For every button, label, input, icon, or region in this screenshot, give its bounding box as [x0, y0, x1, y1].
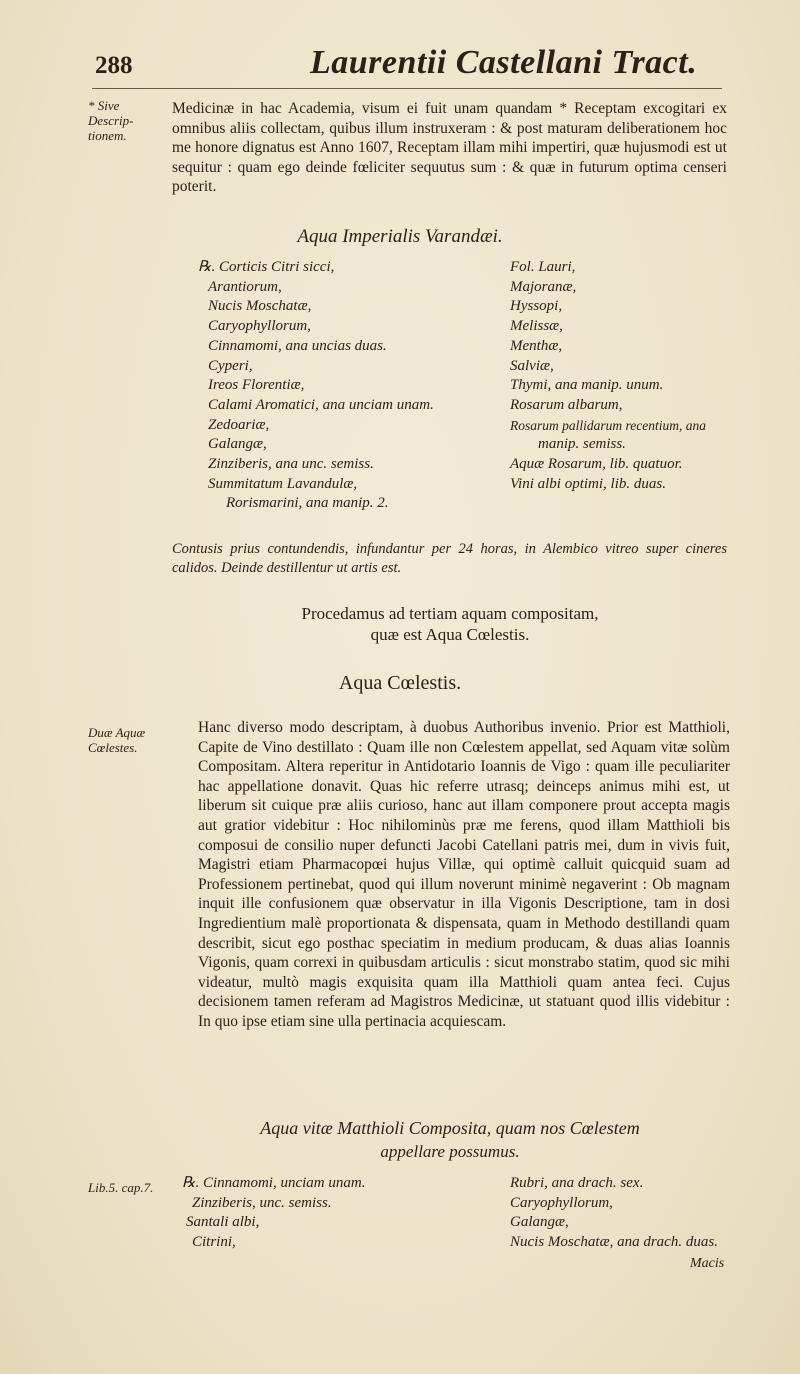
ingredient: manip. semiss.	[538, 436, 626, 453]
ingredient: ℞. Corticis Citri sicci,	[198, 259, 335, 275]
ingredient: Rosarum albarum,	[510, 396, 623, 413]
ingredient: Caryophyllorum,	[510, 1194, 613, 1211]
recipe2-left-column	[182, 1174, 492, 1253]
ingredient: Ireos Florentiæ,	[208, 377, 305, 394]
transition-line-1: Procedamus ad tertiam aquam compositam,	[301, 604, 599, 623]
transition-line-2: quæ est Aqua Cœlestis.	[370, 625, 530, 644]
ingredient: Nucis Moschatæ,	[208, 298, 312, 315]
ingredient: Calami Aromatici, ana unciam unam.	[208, 396, 434, 413]
ingredient: Zinziberis, ana unc. semiss.	[208, 456, 374, 473]
ingredient: Salviæ,	[510, 357, 554, 374]
ingredient: Cinnamomi, ana uncias duas.	[208, 337, 387, 354]
recipe1-left-column	[198, 258, 508, 514]
ingredient: Rosarum pallidarum recentium, ana	[510, 417, 706, 433]
margin-note-two-waters: Duæ Aquæ Cœlestes.	[88, 725, 146, 755]
recipe1-right-column	[510, 258, 740, 494]
recipe2-right-column	[510, 1174, 750, 1253]
ingredient: Majoranæ,	[510, 278, 577, 295]
main-paragraph	[198, 718, 730, 1032]
running-title: Laurentii Castellani Tract.	[310, 44, 698, 81]
ingredient: Fol. Lauri,	[510, 259, 576, 275]
ingredient: Galangæ,	[510, 1214, 569, 1231]
heading-aqua-vitae-line-1: Aqua vitæ Matthioli Composita, quam nos Cœlestem	[260, 1118, 640, 1138]
page-number: 288	[95, 52, 133, 79]
header-rule	[92, 88, 722, 89]
ingredient: Santali albi,	[186, 1214, 260, 1231]
ingredient: Hyssopi,	[510, 298, 563, 315]
intro-paragraph	[172, 99, 727, 197]
ingredient: Cyperi,	[208, 357, 253, 374]
margin-note-description: * Sive Descrip-tionem.	[88, 98, 134, 143]
ingredient: Zinziberis, unc. semiss.	[192, 1194, 332, 1211]
ingredient: Menthæ,	[510, 337, 563, 354]
recipe1-instruction	[172, 540, 727, 578]
instruction-text: Contusis prius contundendis, infundantur per 24 horas, in Alembico vitreo super cineres calidos. Deinde destillentur ut artis est.	[172, 541, 727, 576]
ingredient: Thymi, ana manip. unum.	[510, 377, 664, 394]
ingredient: Zedoariæ,	[208, 416, 270, 433]
ingredient: ℞. Cinnamomi, unciam unam.	[182, 1175, 366, 1191]
main-text: Hanc diverso modo descriptam, à duobus Authoribus invenio. Prior est Matthioli, Capite de Vino destillato : Quam ille non Cœlestem appellat, sed Aquam vitæ solùm Compositam. Altera reperitur in Antidotario Ioannis de Vigo : quam ille peculiariter hac appellatione donavit. Quas hic referre utrasq; deinceps animus mihi est, ut liberum sit cuique præ aliis curioso, hanc aut illam componere prout accepta magis aut gratior videbitur : Hoc nihilominùs præ me ferens, quod illam Matthioli bis composui de consilio nuper defuncti Jacobi Catellani patris mei, dum in vivis fuit, Magistri etiam Pharmacopœi hujus Villæ, qui optimè calluit quicquid suam ad Professionem pertinebat, quod qui illum noverunt minimè negaverint : Ob magnam inquit ille confusionem quæ observatur in illa Vigonis Descriptione, tam in dosi Ingredientium malè proportionata & dispensata, quam in Methodo destillandi quam describit, sicut ego posthac speciatim in medium producam, & duas alias Ioannis Vigonis, quam correxi in quibusdam articulis : sicut monstrabo statim, quod sic mihi videatur, multò magis exquisita quam illa Matthioli quam antea feci. Cujus decisionem tamen referam ad Magistros Medicinæ, ut statuant quod illis videbitur : In quo ipse etiam sine ulla pertinacia acquiescam.	[198, 719, 730, 1030]
ingredient: Rubri, ana drach. sex.	[510, 1175, 644, 1191]
ingredient: Caryophyllorum,	[208, 318, 311, 335]
ingredient: Rorismarini, ana manip. 2.	[226, 495, 389, 512]
ingredient: Vini albi optimi, lib. duas.	[510, 475, 666, 492]
heading-aqua-coelestis: Aqua Cœlestis.	[338, 672, 462, 694]
ingredient: Summitatum Lavandulæ,	[208, 475, 358, 492]
ingredient: Arantiorum,	[208, 278, 282, 295]
ingredient: Melissæ,	[510, 318, 563, 335]
ingredient: Citrini,	[192, 1234, 236, 1251]
heading-aqua-vitae-line-2: appellare possumus.	[380, 1142, 520, 1161]
ingredient: Nucis Moschatæ, ana drach. duas.	[510, 1234, 718, 1251]
catchword: Macis	[690, 1256, 725, 1271]
ingredient: Galangæ,	[208, 436, 267, 453]
ingredient: Aquæ Rosarum, lib. quatuor.	[510, 456, 683, 473]
margin-note-book-ref: Lib.5. cap.7.	[88, 1180, 154, 1195]
heading-aqua-imperialis: Aqua Imperialis Varandæi.	[297, 226, 503, 247]
intro-text: Medicinæ in hac Academia, visum ei fuit unam quandam * Receptam excogitari ex omnibus aliis collectam, quibus illum instruxeram : & post maturam deliberationem hoc me honore dignatus est Anno 1607, Receptam illam mihi impertiri, quæ hujusmodi est ut sequitur : quam ego deinde fœliciter sequutus sum : & quæ in futurum optima censeri poterit.	[172, 100, 727, 196]
